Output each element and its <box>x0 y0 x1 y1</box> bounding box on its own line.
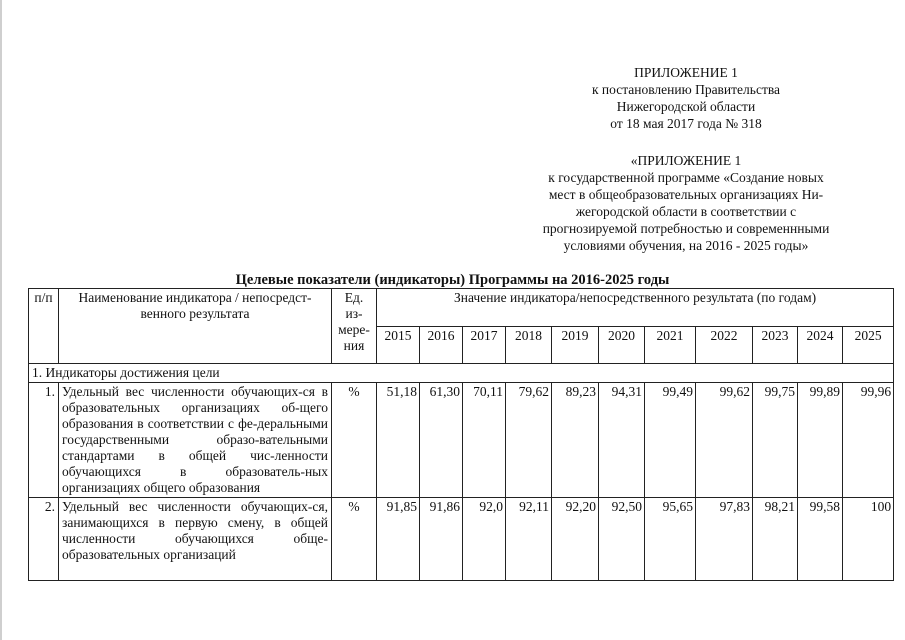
row-value: 99,96 <box>843 383 894 498</box>
table-row <box>29 498 894 581</box>
row-value: 99,62 <box>696 383 753 498</box>
section-title: 1. Индикаторы достижения цели <box>29 364 894 383</box>
row-value: 99,75 <box>753 383 798 498</box>
row-value: 79,62 <box>506 383 552 498</box>
year-header: 2018 <box>506 326 552 364</box>
row-value: 70,11 <box>463 383 506 498</box>
year-header: 2024 <box>798 326 843 364</box>
year-header: 2020 <box>599 326 645 364</box>
program-line: прогнозируемой потребностью и современнными <box>542 221 830 236</box>
header-row <box>29 289 894 327</box>
row-value: 92,50 <box>599 498 645 581</box>
year-header: 2019 <box>552 326 599 364</box>
program-line: условиями обучения, на 2016 - 2025 годы» <box>563 238 809 253</box>
year-header: 2017 <box>463 326 506 364</box>
header-values-group: Значение индикатора/непосредственного результата (по годам) <box>377 289 894 327</box>
appendix-line: от 18 мая 2017 года № 318 <box>610 116 762 131</box>
row-value: 98,21 <box>753 498 798 581</box>
appendix-line: Нижегородской области <box>616 99 756 114</box>
row-value: 97,83 <box>696 498 753 581</box>
header-unit: Ед. из-мере-ния <box>332 289 377 364</box>
row-unit: % <box>332 498 377 581</box>
row-unit: % <box>332 383 377 498</box>
row-value: 99,49 <box>645 383 696 498</box>
section-row <box>29 364 894 383</box>
year-header: 2023 <box>753 326 798 364</box>
year-header: 2016 <box>420 326 463 364</box>
row-value: 94,31 <box>599 383 645 498</box>
header-name: Наименование индикатора / непосредст-венного результата <box>59 289 332 364</box>
row-value: 89,23 <box>552 383 599 498</box>
row-value: 92,20 <box>552 498 599 581</box>
page-edge <box>0 0 2 640</box>
row-value: 100 <box>843 498 894 581</box>
indicators-table <box>28 288 894 581</box>
row-num: 2. <box>29 498 59 581</box>
appendix-header <box>470 64 902 132</box>
year-header: 2015 <box>377 326 420 364</box>
row-value: 95,65 <box>645 498 696 581</box>
appendix-line: к постановлению Правительства <box>591 82 781 97</box>
row-value: 92,0 <box>463 498 506 581</box>
row-name: Удельный вес численности обучающих-ся, занимающихся в первую смену, в общей численности обучающихся обще-образовательных организаций <box>59 498 332 581</box>
year-header: 2022 <box>696 326 753 364</box>
appendix-line: ПРИЛОЖЕНИЕ 1 <box>634 65 738 80</box>
row-value: 51,18 <box>377 383 420 498</box>
program-line: к государственной программе «Создание новых <box>548 170 824 185</box>
row-num: 1. <box>29 383 59 498</box>
row-value: 92,11 <box>506 498 552 581</box>
program-line: мест в общеобразовательных организациях Ни- <box>548 187 824 202</box>
program-line: «ПРИЛОЖЕНИЕ 1 <box>630 153 742 168</box>
table-title: Целевые показатели (индикаторы) Программы на 2016-2025 годы <box>235 272 670 288</box>
row-value: 91,85 <box>377 498 420 581</box>
row-value: 61,30 <box>420 383 463 498</box>
row-name: Удельный вес численности обучающих-ся в образовательных организациях об-щего образования в соответствии с фе-деральными государственными образо-вательными стандартами в общей чис-ленности обучающихся в образователь-ных организациях общего образования <box>59 383 332 498</box>
program-appendix-header <box>470 152 902 254</box>
row-value: 99,58 <box>798 498 843 581</box>
header-num: п/п <box>29 289 59 364</box>
program-line: жегородской области в соответствии с <box>575 204 797 219</box>
year-header: 2021 <box>645 326 696 364</box>
year-header: 2025 <box>843 326 894 364</box>
table-row <box>29 383 894 498</box>
row-value: 91,86 <box>420 498 463 581</box>
row-value: 99,89 <box>798 383 843 498</box>
